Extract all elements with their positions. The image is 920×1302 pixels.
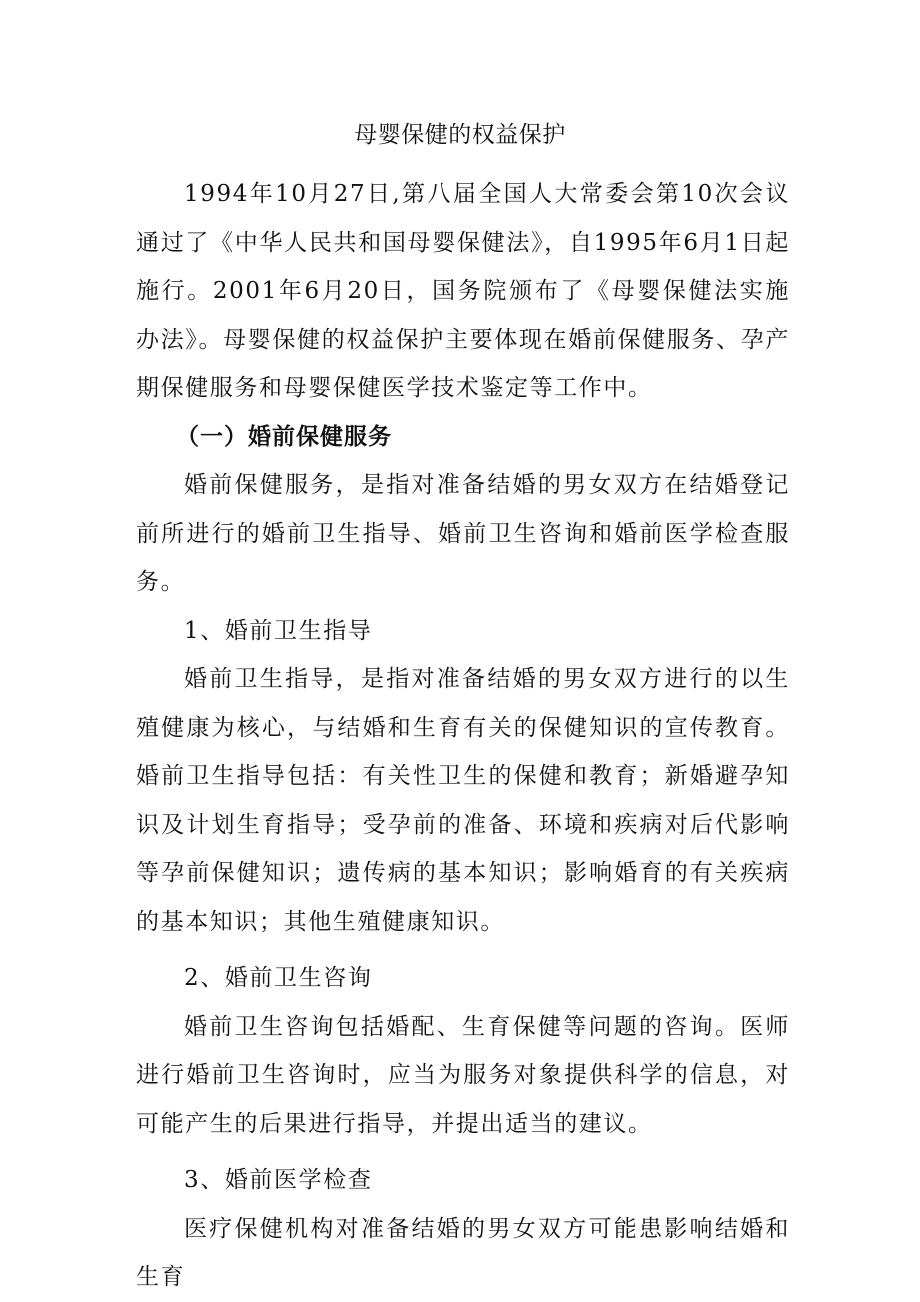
document-body [136, 170, 790, 1302]
section-heading-premarital-care: （一）婚前保健服务 [176, 423, 392, 450]
document-title: 母婴保健的权益保护 [354, 122, 566, 148]
paragraph-medical-exam: 医疗保健机构对准备结婚的男女双方可能患影响结婚和生育 [136, 1215, 790, 1290]
subheading-medical-exam: 3、婚前医学检查 [184, 1167, 373, 1193]
subheading-health-consultation: 2、婚前卫生咨询 [184, 965, 373, 991]
section-paragraph-premarital-care: 婚前保健服务，是指对准备结婚的男女双方在结婚登记前所进行的婚前卫生指导、婚前卫生咨询和婚前医学检查服务。 [136, 472, 790, 595]
paragraph-health-guidance: 婚前卫生指导，是指对准备结婚的男女双方进行的以生殖健康为核心，与结婚和生育有关的保健知识的宣传教育。婚前卫生指导包括：有关性卫生的保健和教育；新婚避孕知识及计划生育指导；受孕前的准备、环境和疾病对后代影响等孕前保健知识；遗传病的基本知识；影响婚育的有关疾病的基本知识；其他生殖健康知识。 [136, 666, 790, 935]
intro-paragraph: 1994年10月27日,第八届全国人大常委会第10次会议通过了《中华人民共和国母婴保健法》，自1995年6月1日起施行。2001年6月20日，国务院颁布了《母婴保健法实施办法》。母婴保健的权益保护主要体现在婚前保健服务、孕产期保健服务和母婴保健医学技术鉴定等工作中。 [136, 181, 790, 401]
spacer [136, 946, 790, 954]
subheading-health-guidance: 1、婚前卫生指导 [184, 617, 373, 644]
paragraph-health-consultation: 婚前卫生咨询包括婚配、生育保健等问题的咨询。医师进行婚前卫生咨询时，应当为服务对象提供科学的信息，对可能产生的后果进行指导，并提出适当的建议。 [136, 1013, 790, 1137]
spacer [136, 1148, 790, 1156]
